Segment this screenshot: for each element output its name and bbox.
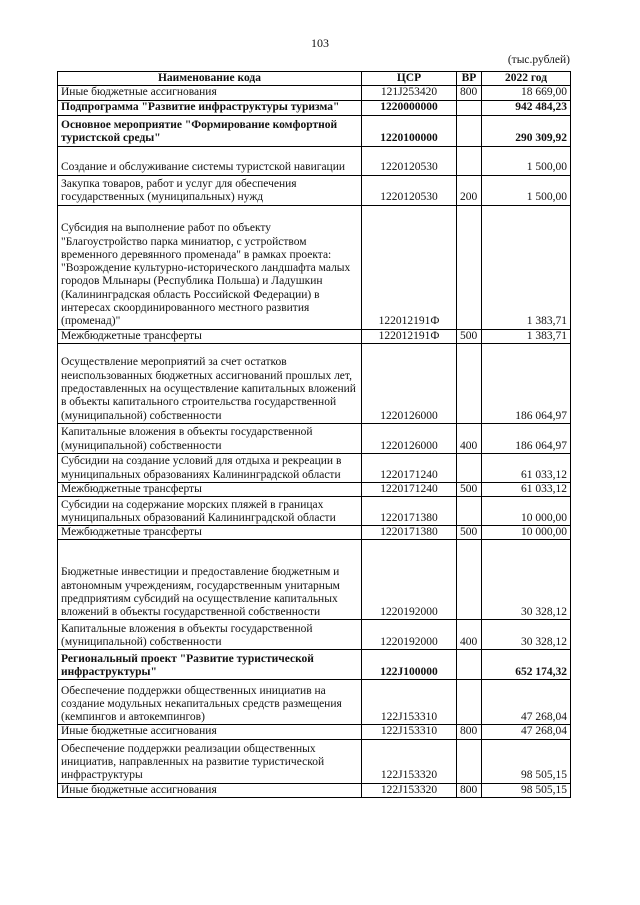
table-row (58, 343, 571, 423)
row-amount-cell: 186 064,97 (482, 343, 571, 423)
table-row (58, 146, 571, 175)
table-row (58, 620, 571, 650)
row-vr-cell (457, 540, 482, 620)
row-code-cell: 1220192000 (362, 540, 457, 620)
row-code-cell: 1220171240 (362, 482, 457, 496)
row-vr-cell: 500 (457, 329, 482, 343)
row-vr-cell: 400 (457, 620, 482, 650)
table-row (58, 540, 571, 620)
table-row (58, 739, 571, 783)
row-name-cell: Бюджетные инвестиции и предоставление бюджетным и автономным учреждениям, государственным унитарным предприятиям субсидий на осуществление капитальных вложений в объекты государственной собственности (58, 540, 362, 620)
row-code-cell: 122012191Ф (362, 329, 457, 343)
row-name-cell: Межбюджетные трансферты (58, 329, 362, 343)
header-vr: ВР (457, 72, 482, 86)
row-amount-cell: 652 174,32 (482, 650, 571, 680)
row-code-cell: 122J100000 (362, 650, 457, 680)
row-vr-cell: 800 (457, 725, 482, 739)
row-amount-cell: 47 268,04 (482, 680, 571, 725)
row-code-cell: 121J253420 (362, 86, 457, 100)
page-number: 103 (311, 36, 329, 50)
row-code-cell: 122J153320 (362, 739, 457, 783)
row-vr-cell: 500 (457, 526, 482, 540)
row-name-cell: Региональный проект "Развитие туристической инфраструктуры" (58, 650, 362, 680)
row-name-cell: Субсидии на создание условий для отдыха и рекреации в муниципальных образованиях Калининградской области (58, 453, 362, 482)
row-name-cell: Межбюджетные трансферты (58, 526, 362, 540)
table-row (58, 205, 571, 329)
row-amount-cell: 186 064,97 (482, 423, 571, 453)
row-amount-cell: 98 505,15 (482, 783, 571, 797)
row-name-cell: Обеспечение поддержки реализации общественных инициатив, направленных на развитие туристической инфраструктуры (58, 739, 362, 783)
table-row (58, 100, 571, 115)
row-vr-cell (457, 205, 482, 329)
row-vr-cell (457, 680, 482, 725)
row-name-cell: Иные бюджетные ассигнования (58, 725, 362, 739)
row-name-cell: Иные бюджетные ассигнования (58, 86, 362, 100)
row-vr-cell (457, 146, 482, 175)
row-code-cell: 1220120530 (362, 146, 457, 175)
row-amount-cell: 1 500,00 (482, 146, 571, 175)
row-code-cell: 1220171240 (362, 453, 457, 482)
table-row (58, 783, 571, 797)
table-row (58, 497, 571, 526)
row-amount-cell: 10 000,00 (482, 526, 571, 540)
row-name-cell: Капитальные вложения в объекты государственной (муниципальной) собственности (58, 620, 362, 650)
row-name-cell: Субсидия на выполнение работ по объекту "Благоустройство парка миниатюр, с устройством временного деревянного променада" в рамках проекта: "Возрождение культурно-исторического ландшафта малых городов Млынары (Республика Польша) и Ладушкин (Калининградская область Российской Федерации) в интересах скоординированного местного развития (променад)" (58, 205, 362, 329)
table-row (58, 526, 571, 540)
budget-table (57, 71, 571, 798)
row-code-cell: 1220192000 (362, 620, 457, 650)
row-vr-cell: 500 (457, 482, 482, 496)
row-name-cell: Обеспечение поддержки общественных инициатив на создание модульных некапитальных средств размещения (кемпингов и автокемпингов) (58, 680, 362, 725)
row-code-cell: 122012191Ф (362, 205, 457, 329)
header-code: ЦСР (362, 72, 457, 86)
table-row (58, 725, 571, 739)
table-row (58, 680, 571, 725)
header-amount: 2022 год (482, 72, 571, 86)
table-row (58, 86, 571, 100)
row-code-cell: 122J153310 (362, 725, 457, 739)
table-row (58, 453, 571, 482)
units-label: (тыс.рублей) (507, 54, 570, 66)
header-name: Наименование кода (58, 72, 362, 86)
row-name-cell: Осуществление мероприятий за счет остатков неиспользованных бюджетных ассигнований прошлых лет, предоставленных на осуществление капитальных вложений в объекты капитального строительства государственной (муниципальной) собственности (58, 343, 362, 423)
row-vr-cell (457, 497, 482, 526)
row-code-cell: 1220000000 (362, 100, 457, 115)
row-vr-cell (457, 453, 482, 482)
row-code-cell: 1220100000 (362, 115, 457, 146)
table-header-row (58, 72, 571, 86)
row-name-cell: Межбюджетные трансферты (58, 482, 362, 496)
row-vr-cell (457, 650, 482, 680)
row-code-cell: 1220126000 (362, 423, 457, 453)
row-name-cell: Создание и обслуживание системы туристской навигации (58, 146, 362, 175)
row-amount-cell: 942 484,23 (482, 100, 571, 115)
table-row (58, 650, 571, 680)
row-amount-cell: 10 000,00 (482, 497, 571, 526)
row-code-cell: 1220126000 (362, 343, 457, 423)
row-vr-cell (457, 115, 482, 146)
row-amount-cell: 290 309,92 (482, 115, 571, 146)
table-row (58, 329, 571, 343)
row-code-cell: 1220171380 (362, 497, 457, 526)
row-vr-cell: 200 (457, 175, 482, 205)
row-amount-cell: 1 500,00 (482, 175, 571, 205)
row-amount-cell: 61 033,12 (482, 453, 571, 482)
table-row (58, 175, 571, 205)
row-vr-cell: 800 (457, 86, 482, 100)
table-row (58, 115, 571, 146)
row-code-cell: 1220120530 (362, 175, 457, 205)
row-code-cell: 122J153310 (362, 680, 457, 725)
row-vr-cell (457, 100, 482, 115)
row-amount-cell: 30 328,12 (482, 540, 571, 620)
row-amount-cell: 98 505,15 (482, 739, 571, 783)
row-vr-cell: 800 (457, 783, 482, 797)
row-name-cell: Закупка товаров, работ и услуг для обеспечения государственных (муниципальных) нужд (58, 175, 362, 205)
row-name-cell: Субсидии на содержание морских пляжей в границах муниципальных образований Калининградской области (58, 497, 362, 526)
row-amount-cell: 30 328,12 (482, 620, 571, 650)
row-name-cell: Иные бюджетные ассигнования (58, 783, 362, 797)
row-code-cell: 1220171380 (362, 526, 457, 540)
row-code-cell: 122J153320 (362, 783, 457, 797)
row-name-cell: Основное мероприятие "Формирование комфортной туристской среды" (58, 115, 362, 146)
row-vr-cell: 400 (457, 423, 482, 453)
row-vr-cell (457, 739, 482, 783)
table-row (58, 423, 571, 453)
row-amount-cell: 18 669,00 (482, 86, 571, 100)
row-amount-cell: 1 383,71 (482, 205, 571, 329)
row-amount-cell: 47 268,04 (482, 725, 571, 739)
row-name-cell: Капитальные вложения в объекты государственной (муниципальной) собственности (58, 423, 362, 453)
table-row (58, 482, 571, 496)
row-amount-cell: 61 033,12 (482, 482, 571, 496)
row-vr-cell (457, 343, 482, 423)
row-name-cell: Подпрограмма "Развитие инфраструктуры туризма" (58, 100, 362, 115)
row-amount-cell: 1 383,71 (482, 329, 571, 343)
